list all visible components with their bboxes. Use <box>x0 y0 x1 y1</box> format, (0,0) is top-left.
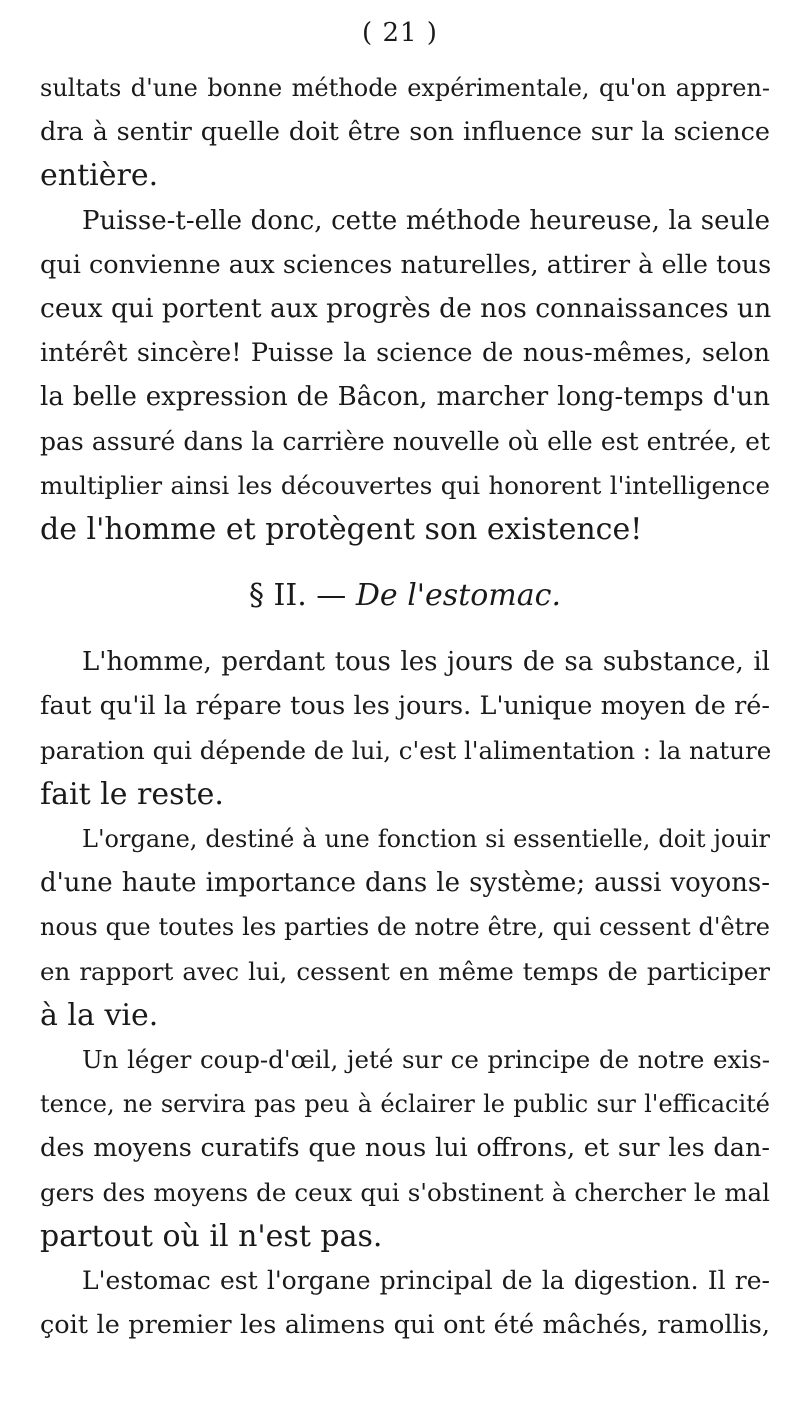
text-line: la belle expression de Bâcon, marcher long-temps d'un <box>40 382 770 413</box>
text-line: sultats d'une bonne méthode expérimentale, qu'on appren- <box>40 74 770 102</box>
text-line: L'estomac est l'organe principal de la digestion. Il re- <box>82 1265 770 1295</box>
section-number: § II. — <box>249 578 347 614</box>
text-line: paration qui dépende de lui, c'est l'alimentation : la nature <box>40 735 772 765</box>
text-line: des moyens curatifs que nous lui offrons, et sur les dan- <box>40 1133 770 1164</box>
section-title: De l'estomac. <box>355 578 561 614</box>
text-line: dra à sentir quelle doit être son influence sur la science <box>40 117 770 148</box>
text-line: qui convienne aux sciences naturelles, attirer à elle tous <box>40 249 772 280</box>
text-line: partout où il n'est pas. <box>40 1218 383 1254</box>
text-line: tence, ne servira pas peu à éclairer le public sur l'efficacité <box>40 1090 770 1119</box>
body-text <box>40 66 770 1347</box>
text-line: entière. <box>40 158 159 194</box>
text-line: en rapport avec lui, cessent en même temps de participer <box>40 956 770 986</box>
page-number: ( 21 ) <box>362 18 438 48</box>
text-line: nous que toutes les parties de notre être, qui cessent d'être <box>40 913 770 942</box>
text-line: de l'homme et protègent son existence! <box>40 511 643 547</box>
text-line: à la vie. <box>40 997 159 1033</box>
text-line: Un léger coup-d'œil, jeté sur ce principe de notre exis- <box>82 1044 770 1074</box>
text-line: faut qu'il la répare tous les jours. L'unique moyen de ré- <box>40 691 770 722</box>
text-line: L'organe, destiné à une fonction si essentielle, doit jouir <box>82 825 770 853</box>
text-line: gers des moyens de ceux qui s'obstinent à chercher le mal <box>40 1177 770 1207</box>
text-line: fait le reste. <box>40 776 224 812</box>
text-line: ceux qui portent aux progrès de nos connaissances un <box>40 292 772 324</box>
section-heading <box>40 574 770 618</box>
text-line: multiplier ainsi les découvertes qui honorent l'intelligence <box>40 470 770 500</box>
text-line: Puisse-t-elle donc, cette méthode heureuse, la seule <box>82 205 770 236</box>
text-line: d'une haute importance dans le système; aussi voyons- <box>40 868 770 899</box>
text-line: çoit le premier les alimens qui ont été mâchés, ramollis, <box>40 1310 770 1341</box>
text-line: intérêt sincère! Puisse la science de nous-mêmes, selon <box>40 338 770 369</box>
text-line: pas assuré dans la carrière nouvelle où elle est entrée, et <box>40 426 770 456</box>
text-line: L'homme, perdant tous les jours de sa substance, il <box>82 647 770 678</box>
